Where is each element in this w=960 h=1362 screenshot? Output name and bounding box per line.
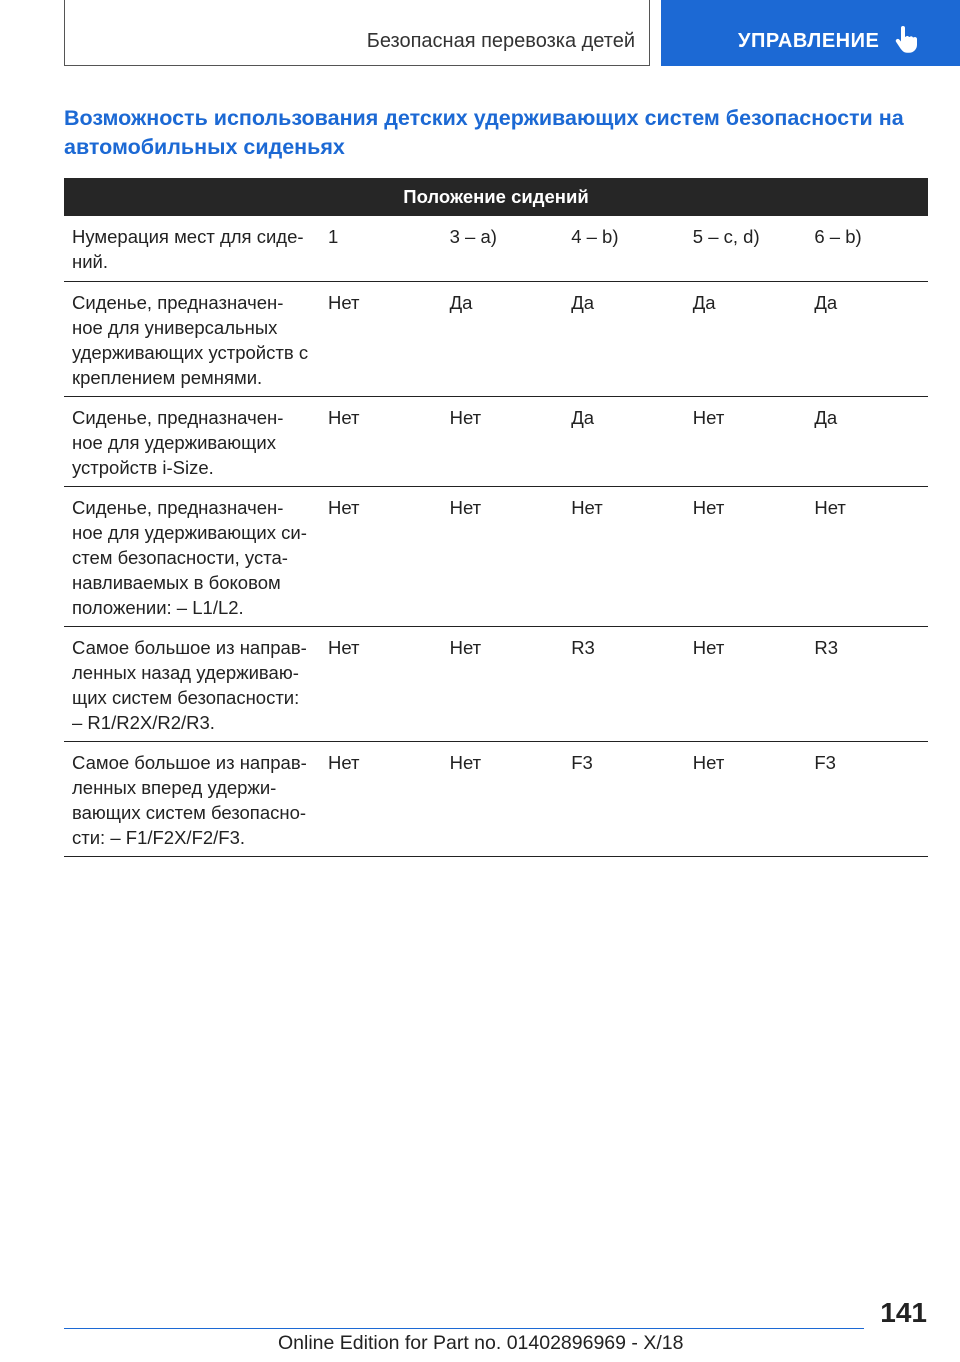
table-cell: Да xyxy=(692,292,716,313)
table-cell: 1 xyxy=(328,226,339,247)
table-row xyxy=(64,487,928,627)
seat-positions-table xyxy=(64,178,928,857)
edition-note: Online Edition for Part no. 01402896969 - X/18 xyxy=(278,1332,684,1354)
table-cell: Нет xyxy=(449,637,482,658)
section-title: Безопасная перевозка детей xyxy=(366,30,635,52)
table-cell: 4 – b) xyxy=(571,226,619,247)
table-cell: Самое большое из направ- ленных назад удерживаю- щих систем безопасности: – R1/R2X/R2/R3. xyxy=(72,637,307,733)
table-cell: Сиденье, предназначен- ное для удерживающих устройств i-Size. xyxy=(72,407,284,478)
table-cell: Нет xyxy=(692,752,725,773)
table-cell: Да xyxy=(571,407,595,428)
table-cell: Да xyxy=(814,407,838,428)
table-cell: Сиденье, предназначен- ное для удерживающих си- стем безопасности, уста- навливаемых в боковом положении: – L1/L2. xyxy=(72,497,307,618)
footer-divider xyxy=(64,1328,864,1329)
table-row xyxy=(64,627,928,742)
table-cell: Самое большое из направ- ленных вперед удержи- вающих систем безопасно- сти: – F1/F2X/F2/F3. xyxy=(72,752,307,848)
page-title: Возможность использования детских удерживающих систем безопасности на автомобильных сиденьях xyxy=(64,106,904,159)
table-row xyxy=(64,397,928,487)
table-cell: R3 xyxy=(814,637,839,658)
table-cell: Нет xyxy=(328,497,360,518)
table-cell: 6 – b) xyxy=(814,226,862,247)
table-header xyxy=(64,178,928,216)
table-cell: Нет xyxy=(449,752,482,773)
chapter-tab[interactable] xyxy=(661,0,960,66)
table-row xyxy=(64,282,928,397)
table-cell: Нет xyxy=(692,497,725,518)
table-header-label: Положение сидений xyxy=(403,186,589,207)
table-cell: Нет xyxy=(449,497,482,518)
table-cell: Да xyxy=(449,292,473,313)
table-cell: Нет xyxy=(328,407,360,428)
table-cell: Нет xyxy=(692,407,725,428)
table-cell: Нет xyxy=(449,407,482,428)
table-cell: R3 xyxy=(571,637,595,658)
table-cell: Нет xyxy=(814,497,846,518)
table-cell: Да xyxy=(814,292,838,313)
table-cell: F3 xyxy=(814,752,836,773)
table-cell: Нет xyxy=(692,637,725,658)
table-cell: 5 – c, d) xyxy=(692,226,760,247)
table-cell: Нет xyxy=(571,497,603,518)
table-cell: Сиденье, предназначен- ное для универсальных удерживающих устройств с креплением ремнями. xyxy=(72,292,309,388)
table-cell: 3 – a) xyxy=(449,226,497,247)
chapter-title: УПРАВЛЕНИЕ xyxy=(738,30,880,52)
table-cell: Нет xyxy=(328,637,360,658)
section-header-box xyxy=(64,0,650,66)
table-row xyxy=(64,742,928,857)
table-cell: Нет xyxy=(328,752,360,773)
table-cell: Нет xyxy=(328,292,360,313)
table-cell: Нумерация мест для сиде- ний. xyxy=(72,226,304,272)
page-number: 141 xyxy=(880,1297,927,1328)
table-cell: F3 xyxy=(571,752,593,773)
table-cell: Да xyxy=(571,292,595,313)
table-row xyxy=(64,216,928,282)
hand-pointer-icon xyxy=(894,26,920,54)
